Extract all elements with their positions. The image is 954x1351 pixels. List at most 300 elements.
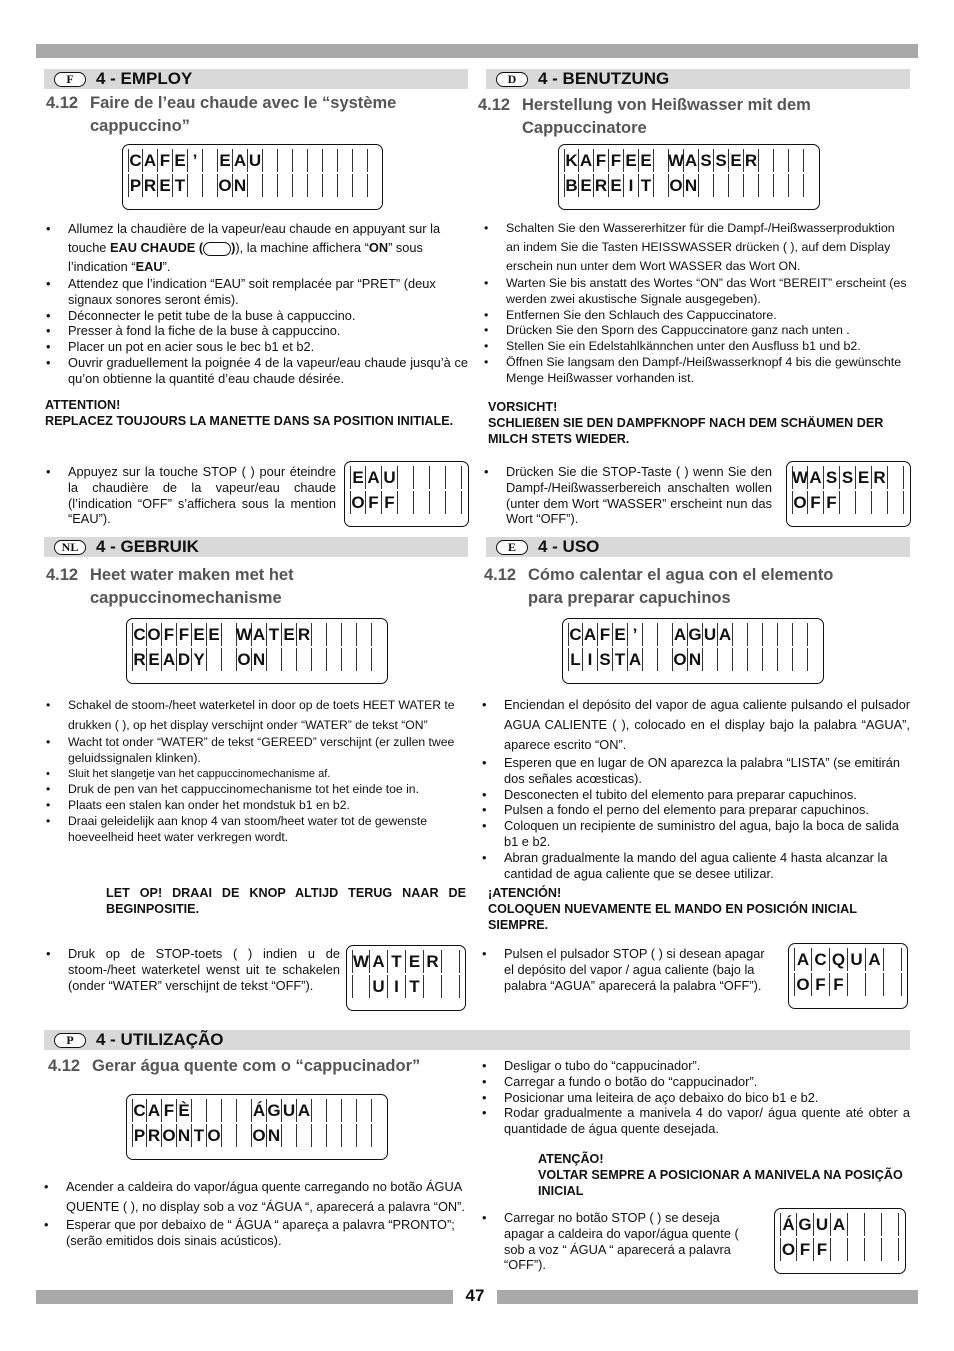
lcd-char bbox=[744, 174, 759, 197]
lcd-char: U bbox=[848, 948, 866, 971]
lcd-char bbox=[357, 623, 372, 646]
lcd-char: F bbox=[382, 491, 398, 514]
lcd-char bbox=[884, 973, 902, 996]
lcd-char: T bbox=[173, 174, 188, 197]
lcd-char: E bbox=[639, 149, 654, 172]
lcd-char bbox=[865, 1213, 882, 1236]
lcd-char: G bbox=[688, 623, 703, 646]
lcd-char: Y bbox=[192, 648, 207, 671]
lcd-char: P bbox=[132, 1124, 147, 1147]
lcd-char: R bbox=[872, 466, 888, 489]
lcd-char bbox=[338, 149, 353, 172]
lcd-char bbox=[353, 149, 368, 172]
lcd-char bbox=[352, 975, 370, 998]
lcd-char bbox=[312, 1099, 327, 1122]
lcd-char: F bbox=[158, 149, 173, 172]
lcd-char: R bbox=[744, 149, 759, 172]
lcd-char bbox=[658, 648, 673, 671]
lcd-char: O bbox=[218, 174, 233, 197]
list-item: • Pulsen el pulsador STOP ( ) si desean apagar el depósito del vapor / agua caliente (bajo la palabra “AGUA” aparecerá la palabra “OFF”). bbox=[476, 946, 778, 993]
lcd-char: O bbox=[252, 1124, 267, 1147]
list-item: • Pulsen a fondo el perno del elemento para preparar capuchinos. bbox=[476, 802, 910, 818]
bullet-list-nl bbox=[40, 695, 466, 846]
list-item: • Plaats een stalen kan onder het mondstuk b1 en b2. bbox=[40, 798, 466, 814]
lcd-char: E bbox=[406, 950, 424, 973]
lcd-char: E bbox=[579, 174, 594, 197]
lcd-char bbox=[312, 1124, 327, 1147]
lcd-char bbox=[446, 466, 462, 489]
lcd-char bbox=[882, 1213, 899, 1236]
lcd-char bbox=[312, 648, 327, 671]
lcd-row bbox=[128, 174, 377, 197]
subheading-nl: 4.12 Heet water maken met het cappuccinomechanisme bbox=[46, 566, 294, 607]
lcd-char: A bbox=[370, 950, 388, 973]
flag-badge-fr: F bbox=[54, 72, 86, 87]
lcd-row bbox=[132, 648, 382, 671]
lcd-char bbox=[856, 491, 872, 514]
lcd-char bbox=[714, 174, 729, 197]
list-item: • Schalten Sie den Wassererhitzer für die Dampf-/Heißwasserproduktion an indem Sie die Tasten HEISSWASSER drücken ( ), auf dem Display erschein nun unter dem Wort WASSER das Wort ON. bbox=[478, 219, 910, 276]
lcd-char: ’ bbox=[628, 623, 643, 646]
lcd-char bbox=[342, 1099, 357, 1122]
lcd-char: E bbox=[207, 623, 222, 646]
lcd-char: S bbox=[598, 648, 613, 671]
lcd-char: A bbox=[297, 1099, 312, 1122]
section-title-de: 4 - BENUTZUNG bbox=[538, 69, 670, 88]
lcd-char bbox=[748, 623, 763, 646]
lcd-char bbox=[759, 174, 774, 197]
lcd-char: E bbox=[282, 623, 297, 646]
lcd-char bbox=[327, 623, 342, 646]
lcd-char: O bbox=[147, 623, 162, 646]
lcd-char bbox=[192, 1099, 207, 1122]
lcd-char bbox=[188, 174, 203, 197]
lcd-char bbox=[342, 623, 357, 646]
lcd-char: T bbox=[267, 623, 282, 646]
lcd-char bbox=[414, 491, 430, 514]
list-item: • Stellen Sie ein Edelstahlkännchen unter den Ausfluss b1 und b2. bbox=[478, 339, 910, 355]
lcd-char bbox=[312, 623, 327, 646]
warning-pt: ATENÇÃO! VOLTAR SEMPRE A POSICIONAR A MANIVELA NA POSIÇÃO INICIAL bbox=[538, 1152, 903, 1198]
lcd-char: A bbox=[831, 1213, 848, 1236]
lcd-char bbox=[733, 623, 748, 646]
list-item: • Placer un pot en acier sous le bec b1 et b2. bbox=[40, 339, 468, 355]
lcd-char bbox=[703, 648, 718, 671]
lcd-char: C bbox=[568, 623, 583, 646]
lcd-char: F bbox=[824, 491, 840, 514]
lcd-char: N bbox=[177, 1124, 192, 1147]
stop-instruction-es bbox=[476, 946, 778, 993]
lcd-char: T bbox=[192, 1124, 207, 1147]
lcd-char: R bbox=[147, 1124, 162, 1147]
list-item: • Schakel de stoom-/heet waterketel in door op de toets HEET WATER te drukken ( ), op het display verschijnt onder “WATER” de tekst “ON” bbox=[40, 695, 466, 735]
lcd-char: S bbox=[699, 149, 714, 172]
lcd-row bbox=[564, 149, 814, 172]
lcd-char: O bbox=[350, 491, 366, 514]
lcd-char: I bbox=[388, 975, 406, 998]
list-item: • Wacht tot onder “WATER” de tekst “GEREED” verschijnt (er zullen twee geluidssignalen klinken). bbox=[40, 735, 466, 767]
lcd-row bbox=[794, 973, 902, 996]
lcd-char bbox=[357, 1099, 372, 1122]
lcd-char: A bbox=[233, 149, 248, 172]
top-gray-bar bbox=[36, 44, 918, 58]
lcd-char bbox=[729, 174, 744, 197]
list-item: • Appuyez sur la touche STOP ( ) pour éteindre la chaudière de la vapeur/eau chaude (l’indication “OFF” s’affichera sous la mention “EAU”). bbox=[40, 464, 336, 527]
lcd-char bbox=[263, 174, 278, 197]
lcd-char: S bbox=[714, 149, 729, 172]
lcd-char bbox=[848, 973, 866, 996]
lcd-char: A bbox=[143, 149, 158, 172]
stop-instruction-de bbox=[478, 464, 772, 527]
lcd-char bbox=[263, 149, 278, 172]
lcd-row bbox=[792, 491, 905, 514]
lcd-display-es-1 bbox=[562, 618, 824, 684]
lcd-char bbox=[793, 648, 808, 671]
lcd-char: F bbox=[366, 491, 382, 514]
list-item: • Presser à fond la fiche de la buse à cappuccino. bbox=[40, 323, 468, 339]
stop-instruction-nl bbox=[40, 946, 340, 993]
lcd-char: U bbox=[382, 466, 398, 489]
list-item: • Sluit het slangetje van het cappuccinomechanisme af. bbox=[40, 767, 466, 783]
lcd-char bbox=[308, 149, 323, 172]
lcd-char: F bbox=[808, 491, 824, 514]
lcd-char: C bbox=[132, 623, 147, 646]
lcd-char bbox=[207, 1099, 222, 1122]
lcd-char bbox=[748, 648, 763, 671]
lcd-char bbox=[866, 973, 884, 996]
lcd-char: O bbox=[792, 491, 808, 514]
list-item: • Drücken Sie den Sporn des Cappuccinatore ganz nach unten . bbox=[478, 323, 910, 339]
lcd-char: R bbox=[424, 950, 442, 973]
section-title-es: 4 - USO bbox=[538, 537, 600, 556]
lcd-char: G bbox=[797, 1213, 814, 1236]
lcd-char: B bbox=[564, 174, 579, 197]
lcd-char: F bbox=[797, 1238, 814, 1261]
list-item: • Öffnen Sie langsam den Dampf-/Heißwasserknopf 4 bis die gewünschte Menge Heißwasser vorhanden ist. bbox=[478, 355, 910, 387]
lcd-row bbox=[568, 648, 818, 671]
list-item: • Drücken Sie die STOP-Taste ( ) wenn Sie den Dampf-/Heißwasserbereich anschalten wollen (unter dem Wort “WASSER” erscheint nun das Wort “OFF”). bbox=[478, 464, 772, 527]
lcd-row bbox=[350, 466, 463, 489]
section-title-pt: 4 - UTILIZAÇÃO bbox=[96, 1030, 224, 1049]
flag-badge-es: E bbox=[496, 540, 528, 555]
lcd-char bbox=[442, 975, 460, 998]
list-item: • Ouvrir graduellement la poignée 4 de la vapeur/eau chaude jusqu’à ce qu’on obtienne la quantité d’eau chaude désirée. bbox=[40, 355, 468, 387]
lcd-char bbox=[278, 174, 293, 197]
list-item: • Druk de pen van het cappuccinomechanisme tot het einde toe in. bbox=[40, 782, 466, 798]
lcd-display-de-1 bbox=[558, 144, 820, 210]
lcd-char: E bbox=[624, 149, 639, 172]
lcd-char: A bbox=[628, 648, 643, 671]
lcd-char: N bbox=[684, 174, 699, 197]
lcd-char bbox=[848, 1238, 865, 1261]
lcd-char bbox=[865, 1238, 882, 1261]
list-item: • Enciendan el depósito del vapor de agua caliente pulsando el pulsador AGUA CALIENTE ( ), colocado en el display bajo la palabra “AGUA”, aparece escrito “ON”. bbox=[476, 695, 910, 755]
lcd-char: E bbox=[173, 149, 188, 172]
lcd-row bbox=[792, 466, 905, 489]
lcd-char: F bbox=[162, 623, 177, 646]
lcd-char: A bbox=[579, 149, 594, 172]
lcd-char bbox=[884, 948, 902, 971]
lcd-char: Á bbox=[252, 1099, 267, 1122]
lcd-display-fr-2 bbox=[344, 461, 469, 527]
lcd-char: A bbox=[366, 466, 382, 489]
lcd-char bbox=[643, 648, 658, 671]
lcd-char bbox=[430, 466, 446, 489]
lcd-char bbox=[282, 1124, 297, 1147]
list-item: • Acender a caldeira do vapor/água quente carregando no botão ÁGUA QUENTE ( ), no display sob a voz “ÁGUA “, aparecerá a palavra “ON”. bbox=[38, 1177, 466, 1217]
lcd-char bbox=[327, 1099, 342, 1122]
section-header-pt bbox=[44, 1030, 910, 1050]
lcd-char: Á bbox=[780, 1213, 797, 1236]
lcd-char: I bbox=[624, 174, 639, 197]
lcd-char: O bbox=[669, 174, 684, 197]
lcd-char bbox=[203, 149, 218, 172]
bottom-gray-bar-right bbox=[497, 1290, 918, 1304]
lcd-char bbox=[327, 648, 342, 671]
section-header-es bbox=[486, 537, 910, 557]
lcd-char bbox=[308, 174, 323, 197]
lcd-char: E bbox=[158, 174, 173, 197]
lcd-display-es-2 bbox=[788, 943, 908, 1009]
lcd-char bbox=[342, 648, 357, 671]
lcd-char bbox=[882, 1238, 899, 1261]
bullet-list-pt-left bbox=[38, 1177, 466, 1249]
section-header-nl bbox=[44, 537, 468, 557]
lcd-char bbox=[778, 623, 793, 646]
lcd-char bbox=[888, 466, 904, 489]
list-item: • Esperen que en lugar de ON aparezca la palabra “LISTA” (se emitirán dos señales acœsticas). bbox=[476, 755, 910, 787]
lcd-display-fr-1 bbox=[122, 144, 383, 210]
lcd-char bbox=[278, 149, 293, 172]
lcd-char: E bbox=[192, 623, 207, 646]
lcd-char bbox=[778, 648, 793, 671]
warning-nl: LET OP! DRAAI DE KNOP ALTIJD TERUG NAAR DE BEGINPOSITIE. bbox=[106, 886, 466, 916]
lcd-char: C bbox=[128, 149, 143, 172]
lcd-char bbox=[658, 623, 673, 646]
lcd-char bbox=[293, 174, 308, 197]
lcd-char bbox=[424, 975, 442, 998]
flag-badge-de: D bbox=[496, 72, 528, 87]
lcd-char: O bbox=[780, 1238, 797, 1261]
lcd-char: N bbox=[252, 648, 267, 671]
lcd-row bbox=[780, 1213, 900, 1236]
lcd-char bbox=[699, 174, 714, 197]
lcd-char: T bbox=[388, 950, 406, 973]
lcd-char bbox=[203, 174, 218, 197]
list-item: • Carregar no botão STOP ( ) se deseja apagar a caldeira do vapor/água quente ( sob a voz “ ÁGUA “ aparecerá a palavra “OFF”). bbox=[476, 1210, 756, 1273]
lcd-char: A bbox=[147, 1099, 162, 1122]
lcd-char bbox=[654, 174, 669, 197]
lcd-char bbox=[327, 1124, 342, 1147]
lcd-char: E bbox=[350, 466, 366, 489]
list-item: • Déconnecter le petit tube de la buse à cappuccino. bbox=[40, 308, 468, 324]
lcd-char bbox=[398, 466, 414, 489]
lcd-char: O bbox=[237, 648, 252, 671]
lcd-char: O bbox=[794, 973, 812, 996]
lcd-char bbox=[654, 149, 669, 172]
lcd-char: A bbox=[252, 623, 267, 646]
lcd-char: S bbox=[840, 466, 856, 489]
lcd-char: D bbox=[177, 648, 192, 671]
bullet-list-es bbox=[476, 695, 910, 881]
lcd-char: E bbox=[609, 174, 624, 197]
lcd-char bbox=[323, 174, 338, 197]
lcd-char: C bbox=[812, 948, 830, 971]
list-item: • Allumez la chaudière de la vapeur/eau chaude en appuyant sur la touche EAU CHAUDE ( )), la machine affichera “ON” sous l’indication “EAU”. bbox=[40, 219, 468, 276]
lcd-char bbox=[718, 648, 733, 671]
lcd-display-de-2 bbox=[786, 461, 911, 527]
lcd-char bbox=[237, 1124, 252, 1147]
lcd-row bbox=[352, 950, 460, 973]
lcd-char: K bbox=[564, 149, 579, 172]
lcd-char bbox=[282, 648, 297, 671]
lcd-char: L bbox=[568, 648, 583, 671]
lcd-char: R bbox=[132, 648, 147, 671]
lcd-char bbox=[297, 648, 312, 671]
subheading-line1: Faire de l’eau chaude avec le “système bbox=[90, 94, 397, 112]
subheading-number: 4.12 bbox=[46, 94, 79, 112]
lcd-row bbox=[352, 975, 460, 998]
lcd-char bbox=[338, 174, 353, 197]
lcd-char: R bbox=[297, 623, 312, 646]
flag-badge-pt: P bbox=[54, 1033, 86, 1048]
lcd-char bbox=[442, 950, 460, 973]
lcd-char: U bbox=[703, 623, 718, 646]
lcd-char bbox=[840, 491, 856, 514]
lcd-char bbox=[353, 174, 368, 197]
lcd-char: A bbox=[718, 623, 733, 646]
lcd-char bbox=[342, 1124, 357, 1147]
lcd-row bbox=[128, 149, 377, 172]
lcd-char bbox=[222, 1124, 237, 1147]
lcd-char bbox=[398, 491, 414, 514]
lcd-char: U bbox=[814, 1213, 831, 1236]
lcd-row bbox=[132, 1124, 382, 1147]
lcd-char: U bbox=[370, 975, 388, 998]
lcd-char: A bbox=[162, 648, 177, 671]
stop-instruction-fr bbox=[40, 464, 336, 527]
lcd-char bbox=[789, 174, 804, 197]
lcd-row bbox=[132, 623, 382, 646]
lcd-char bbox=[848, 1213, 865, 1236]
lcd-row bbox=[568, 623, 818, 646]
list-item: • Druk op de STOP-toets ( ) indien u de stoom-/heet waterketel wenst uit te schakelen (onder “WATER” verschijnt de tekst “OFF”). bbox=[40, 946, 340, 993]
lcd-char: O bbox=[673, 648, 688, 671]
lcd-char: W bbox=[237, 623, 252, 646]
lcd-char: A bbox=[673, 623, 688, 646]
lcd-char bbox=[222, 1099, 237, 1122]
list-item: • Draai geleidelijk aan knop 4 van stoom/heet water tot de gewenste hoeveelheid heet water verkregen wordt. bbox=[40, 814, 466, 846]
lcd-char: O bbox=[207, 1124, 222, 1147]
lcd-row bbox=[564, 174, 814, 197]
lcd-row bbox=[132, 1099, 382, 1122]
list-item: • Carregar a fundo o botão do “cappucinador”. bbox=[476, 1074, 910, 1090]
lcd-char: P bbox=[128, 174, 143, 197]
lcd-char: A bbox=[794, 948, 812, 971]
lcd-char: C bbox=[132, 1099, 147, 1122]
lcd-char: R bbox=[143, 174, 158, 197]
section-header-de bbox=[486, 69, 910, 89]
lcd-char: F bbox=[598, 623, 613, 646]
list-item: • Desligar o tubo do “cappucinador”. bbox=[476, 1058, 910, 1074]
lcd-char: W bbox=[352, 950, 370, 973]
lcd-char: S bbox=[824, 466, 840, 489]
lcd-char: W bbox=[792, 466, 808, 489]
lcd-char: G bbox=[267, 1099, 282, 1122]
lcd-char bbox=[774, 149, 789, 172]
lcd-char bbox=[222, 648, 237, 671]
bottom-gray-bar-left bbox=[36, 1290, 453, 1304]
list-item: • Esperar que por debaixo de “ ÁGUA “ apareça a palavra “PRONTO”; (serão emitidos dois sinais acústicos). bbox=[38, 1217, 466, 1249]
lcd-char: F bbox=[812, 973, 830, 996]
lcd-char bbox=[414, 466, 430, 489]
lcd-char: E bbox=[147, 648, 162, 671]
lcd-char bbox=[267, 648, 282, 671]
lcd-char bbox=[793, 623, 808, 646]
lcd-display-nl-2 bbox=[346, 945, 466, 1011]
lcd-char: T bbox=[613, 648, 628, 671]
bullet-list-de bbox=[478, 219, 910, 387]
lcd-char: E bbox=[613, 623, 628, 646]
list-item: • Desconecten el tubito del elemento para preparar capuchinos. bbox=[476, 787, 910, 803]
list-item: • Posicionar uma leiteira de aço debaixo do bico b1 e b2. bbox=[476, 1090, 910, 1106]
lcd-char bbox=[759, 149, 774, 172]
lcd-char: T bbox=[639, 174, 654, 197]
hot-water-icon bbox=[203, 242, 231, 256]
lcd-char: F bbox=[162, 1099, 177, 1122]
lcd-char bbox=[831, 1238, 848, 1261]
lcd-char: E bbox=[856, 466, 872, 489]
lcd-char: N bbox=[233, 174, 248, 197]
lcd-char: F bbox=[594, 149, 609, 172]
lcd-char: F bbox=[609, 149, 624, 172]
lcd-row bbox=[350, 491, 463, 514]
list-item: • Attendez que l’indication “EAU” soit remplacée par “PRET” (deux signaux sonores seront émis). bbox=[40, 276, 468, 308]
lcd-char: A bbox=[684, 149, 699, 172]
lcd-char: T bbox=[406, 975, 424, 998]
lcd-char: È bbox=[177, 1099, 192, 1122]
lcd-char bbox=[430, 491, 446, 514]
lcd-char: A bbox=[583, 623, 598, 646]
list-item: • Coloquen un recipiente de suministro del agua, bajo la boca de salida b1 e b2. bbox=[476, 818, 910, 850]
lcd-char: F bbox=[814, 1238, 831, 1261]
lcd-char bbox=[888, 491, 904, 514]
lcd-char bbox=[357, 1124, 372, 1147]
lcd-char bbox=[446, 491, 462, 514]
lcd-char bbox=[789, 149, 804, 172]
lcd-char bbox=[222, 623, 237, 646]
lcd-char: E bbox=[729, 149, 744, 172]
lcd-display-pt-2 bbox=[774, 1208, 906, 1274]
lcd-display-pt-1 bbox=[126, 1094, 388, 1160]
lcd-char bbox=[872, 491, 888, 514]
subheading-de: 4.12 Herstellung von Heißwasser mit dem Cappuccinatore bbox=[478, 96, 811, 137]
lcd-char bbox=[763, 648, 778, 671]
warning-fr: ATTENTION! REPLACEZ TOUJOURS LA MANETTE DANS SA POSITION INITIALE. bbox=[45, 398, 454, 428]
subheading-line2: cappuccino” bbox=[90, 117, 190, 135]
warning-es: ¡ATENCIÓN! COLOQUEN NUEVAMENTE EL MANDO EN POSICIÓN INICIAL SIEMPRE. bbox=[488, 886, 857, 932]
lcd-char: R bbox=[594, 174, 609, 197]
section-title-nl: 4 - GEBRUIK bbox=[96, 537, 199, 556]
stop-instruction-pt bbox=[476, 1210, 756, 1273]
lcd-char bbox=[643, 623, 658, 646]
list-item: • Entfernen Sie den Schlauch des Cappuccinatore. bbox=[478, 308, 910, 324]
lcd-char: N bbox=[267, 1124, 282, 1147]
lcd-char: O bbox=[162, 1124, 177, 1147]
lcd-char bbox=[733, 648, 748, 671]
section-title-fr: 4 - EMPLOY bbox=[96, 69, 193, 88]
lcd-display-nl-1 bbox=[126, 618, 388, 684]
